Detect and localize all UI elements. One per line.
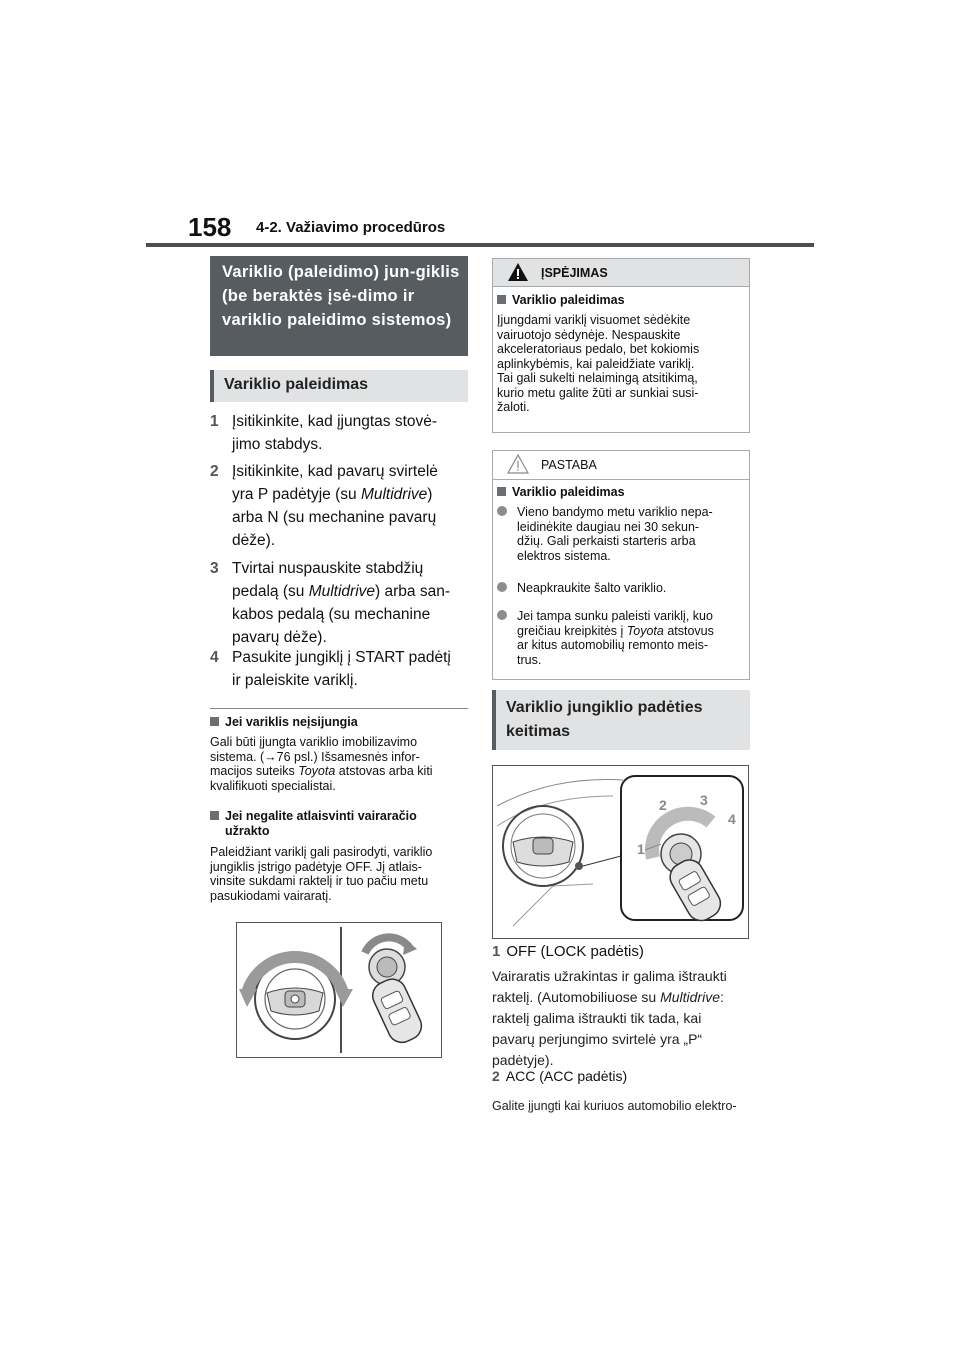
warning-line: vairuotojo sėdynėje. Nespauskite	[497, 327, 681, 342]
notice-line: Jei tampa sunku paleisti variklį, kuo	[517, 609, 713, 623]
note-heading	[210, 715, 470, 730]
step-line: ir paleiskite variklį.	[232, 672, 358, 689]
step-2	[210, 460, 470, 552]
notice-line: ar kitus automobilių remonto meis-	[517, 638, 709, 652]
header-rule	[146, 243, 814, 247]
steering-wheel-icon	[237, 923, 441, 1057]
step-line: arba N (su mechanine pavarų	[232, 509, 437, 526]
warning-line: aplinkybėmis, kai paleidžiate variklį.	[497, 356, 695, 371]
warning-line: kurio metu galite žūti ar sunkiai susi-	[497, 385, 699, 400]
notice-line: Vieno bandymo metu variklio nepa-	[517, 505, 713, 519]
warning-label: ĮSPĖJIMAS	[541, 266, 608, 280]
square-bullet-icon	[210, 717, 219, 726]
description-line: Galite įjungti kai kuriuos automobilio elektro-	[492, 1099, 737, 1113]
position-number: 2	[492, 1068, 500, 1084]
position-1-title	[492, 943, 644, 960]
position-2-title	[492, 1068, 627, 1084]
warning-line: Tai gali sukelti nelaimingą atsitikimą,	[497, 371, 698, 385]
round-bullet-icon	[497, 582, 507, 592]
note-body	[210, 735, 470, 793]
subsection-title: Variklio jungiklio padėties keitimas	[506, 699, 703, 740]
warning-line: Įjungdami variklį visuomet sėdėkite	[497, 313, 691, 327]
step-line: yra P padėtyje (su Multidrive)	[232, 486, 433, 503]
warning-text	[497, 313, 743, 415]
note-heading-text: užrakto	[225, 824, 270, 838]
round-bullet-icon	[497, 506, 507, 516]
notice-line: leidinėkite daugiau nei 30 sekun-	[517, 519, 700, 534]
warning-item-heading	[497, 293, 625, 307]
square-bullet-icon	[497, 295, 506, 304]
step-number: 4	[210, 649, 219, 666]
position-1-description	[492, 966, 754, 1071]
notice-line: džių. Gali perkaisti starteris arba	[517, 534, 696, 548]
description-line: raktelį galima ištraukti tik tada, kai	[492, 1010, 702, 1026]
page-number: 158	[188, 212, 232, 242]
main-title-box	[210, 256, 468, 356]
notice-line: elektros sistema.	[517, 548, 611, 563]
warning-header	[493, 259, 749, 287]
step-line: Įsitikinkite, kad įjungtas stovė-	[232, 413, 438, 430]
warning-triangle-icon	[507, 262, 529, 282]
step-line: kabos pedalą (su mechanine	[232, 606, 431, 623]
notice-box	[492, 450, 750, 680]
note-line: kvalifikuoti specialistai.	[210, 778, 336, 793]
step-3	[210, 557, 470, 649]
notice-item-heading	[497, 485, 625, 499]
note-line: jungiklis įstrigo padėtyje OFF. Jį atlais-	[210, 859, 422, 874]
step-line: pavarų dėže).	[232, 629, 327, 646]
note-line: vinsite sukdami raktelį ir tuo pačiu metu	[210, 874, 429, 888]
step-number: 2	[210, 463, 219, 480]
note-heading-text: Jei negalite atlaisvinti vairaračio	[225, 809, 417, 823]
note-body	[210, 845, 470, 903]
description-line: padėtyje).	[492, 1052, 554, 1068]
position-label-text: OFF (LOCK padėtis)	[506, 943, 644, 960]
step-line: jimo stabdys.	[232, 436, 323, 453]
position-label: 3	[700, 792, 708, 808]
position-label: 4	[728, 811, 736, 827]
step-line: Pasukite jungiklį į START padėtį	[232, 649, 451, 666]
note-line: sistema. (→76 psl.) Išsamesnės infor-	[210, 749, 420, 764]
position-label: 1	[637, 841, 645, 857]
ignition-switch-icon	[493, 766, 748, 938]
step-number: 1	[210, 413, 219, 430]
note-heading	[210, 809, 470, 839]
warning-item-heading-text: Variklio paleidimas	[512, 293, 625, 307]
notice-line: Neapkraukite šalto variklio.	[517, 581, 667, 595]
step-line: Įsitikinkite, kad pavarų svirtelė	[232, 463, 438, 480]
note-line: pasukiodami vairaratį.	[210, 888, 332, 903]
subsection-box	[492, 690, 750, 750]
description-line: Vairaratis užrakintas ir galima ištraukti	[492, 968, 727, 984]
note-heading-text: Jei variklis neįsijungia	[225, 715, 358, 729]
warning-box	[492, 258, 750, 433]
position-2-description	[492, 1096, 754, 1117]
position-label-text: ACC (ACC padėtis)	[505, 1068, 628, 1084]
square-bullet-icon	[497, 487, 506, 496]
section-title: 4-2. Važiavimo procedūros	[256, 219, 446, 236]
notice-header	[493, 451, 749, 480]
steering-lock-illustration	[236, 922, 442, 1058]
step-line: dėže).	[232, 532, 276, 549]
subsection-box	[210, 370, 468, 402]
note-line: Paleidžiant variklį gali pasirodyti, variklio	[210, 845, 433, 859]
notice-item-heading-text: Variklio paleidimas	[512, 485, 625, 499]
main-title: Variklio (paleidimo) jun-giklis (be beraktės įsė-dimo ir variklio paleidimo sistemos)	[222, 263, 460, 329]
warning-line: žaloti.	[497, 400, 530, 414]
ignition-positions-illustration	[492, 765, 749, 939]
position-number: 1	[492, 943, 501, 960]
square-bullet-icon	[210, 811, 219, 820]
notice-line: trus.	[517, 652, 542, 667]
subsection-title: Variklio paleidimas	[224, 376, 369, 393]
step-4	[210, 646, 470, 692]
description-line: pavarų perjungimo svirtelė yra „P“	[492, 1031, 703, 1047]
step-1	[210, 410, 470, 456]
note-line: macijos suteiks Toyota atstovas arba kiti	[210, 764, 433, 778]
step-line: pedalą (su Multidrive) arba san-	[232, 583, 450, 600]
warning-line: akceleratoriaus pedalo, bet kokiomis	[497, 342, 700, 356]
caution-triangle-icon	[507, 454, 529, 474]
notice-label: PASTABA	[541, 458, 597, 472]
section-divider	[210, 708, 468, 709]
note-line: Gali būti įjungta variklio imobilizavimo	[210, 735, 418, 749]
position-label: 2	[659, 797, 667, 813]
notice-line: greičiau kreipkitės į Toyota atstovus	[517, 623, 714, 638]
step-line: Tvirtai nuspauskite stabdžių	[232, 560, 424, 577]
description-line: raktelį. (Automobiliuose su Multidrive:	[492, 989, 724, 1005]
step-number: 3	[210, 560, 219, 577]
round-bullet-icon	[497, 610, 507, 620]
